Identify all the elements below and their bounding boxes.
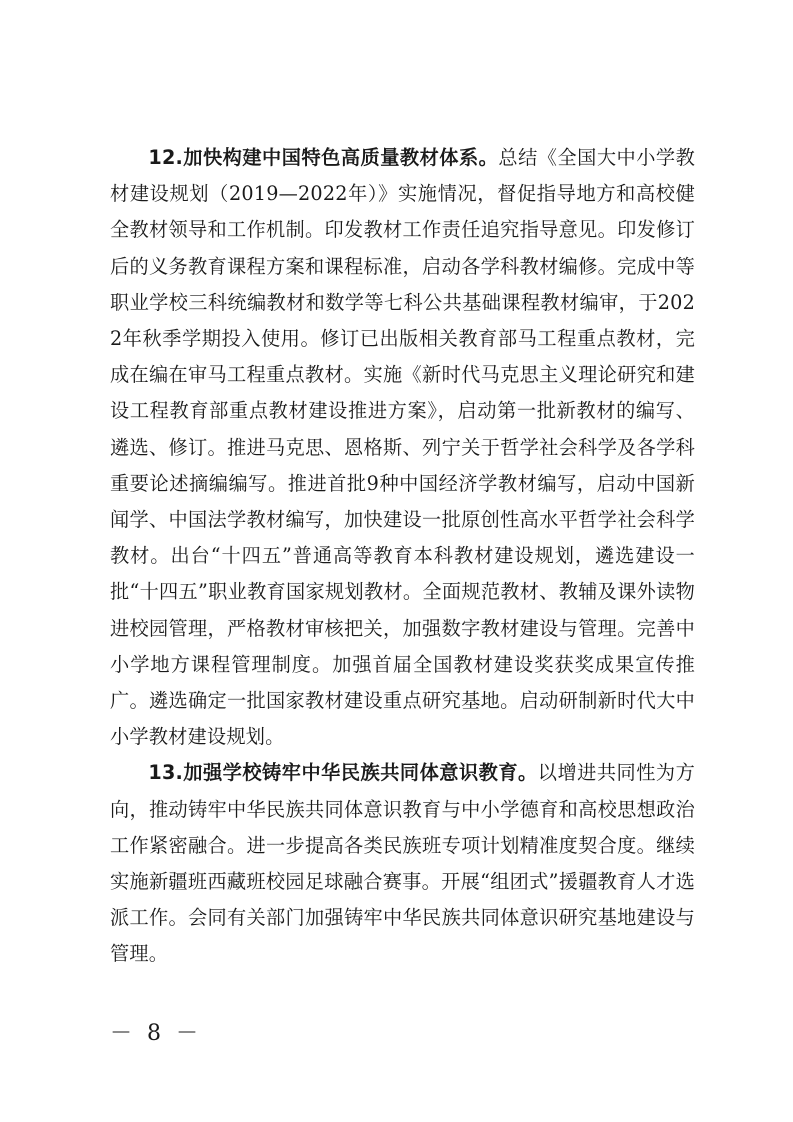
paragraph-13	[110, 755, 695, 972]
paragraph-13-text: 以增进共同性为方向，推动铸牢中华民族共同体意识教育与中小学德育和高校思想政治工作紧密融合。进一步提高各类民族班专项计划精准度契合度。继续实施新疆班西藏班校园足球融合赛事。开展“组团式”援疆教育人才选派工作。会同有关部门加强铸牢中华民族共同体意识研究基地建设与管理。	[110, 761, 695, 966]
paragraph-12-heading: 12.加快构建中国特色高质量教材体系。	[148, 146, 499, 169]
paragraph-12	[110, 140, 695, 755]
document-body	[110, 140, 695, 973]
paragraph-13-heading: 13.加强学校铸牢中华民族共同体意识教育。	[148, 761, 538, 785]
page-number: － 8 －	[110, 1021, 202, 1046]
paragraph-12-text: 总结《全国大中小学教材建设规划（2019—2022年）》实施情况，督促指导地方和高校健全教材领导和工作机制。印发教材工作责任追究指导意见。印发修订后的义务教育课程方案和课程标准，启动各学科教材编修。完成中等职业学校三科统编教材和数学等七科公共基础课程教材编审，于2022年秋季学期投入使用。修订已出版相关教育部马工程重点教材，完成在编在审马工程重点教材。实施《新时代马克思主义理论研究和建设工程教育部重点教材建设推进方案》，启动第一批新教材的编写、遴选、修订。推进马克思、恩格斯、列宁关于哲学社会科学及各学科重要论述摘编编写。推进首批9种中国经济学教材编写，启动中国新闻学、中国法学教材编写，加快建设一批原创性高水平哲学社会科学教材。出台“十四五”普通高等教育本科教材建设规划，遴选建设一批“十四五”职业教育国家规划教材。全面规范教材、教辅及课外读物进校园管理，严格教材审核把关，加强数字教材建设与管理。完善中小学地方课程管理制度。加强首届全国教材建设奖获奖成果宣传推广。遴选确定一批国家教材建设重点研究基地。启动研制新时代大中小学教材建设规划。	[110, 146, 695, 749]
